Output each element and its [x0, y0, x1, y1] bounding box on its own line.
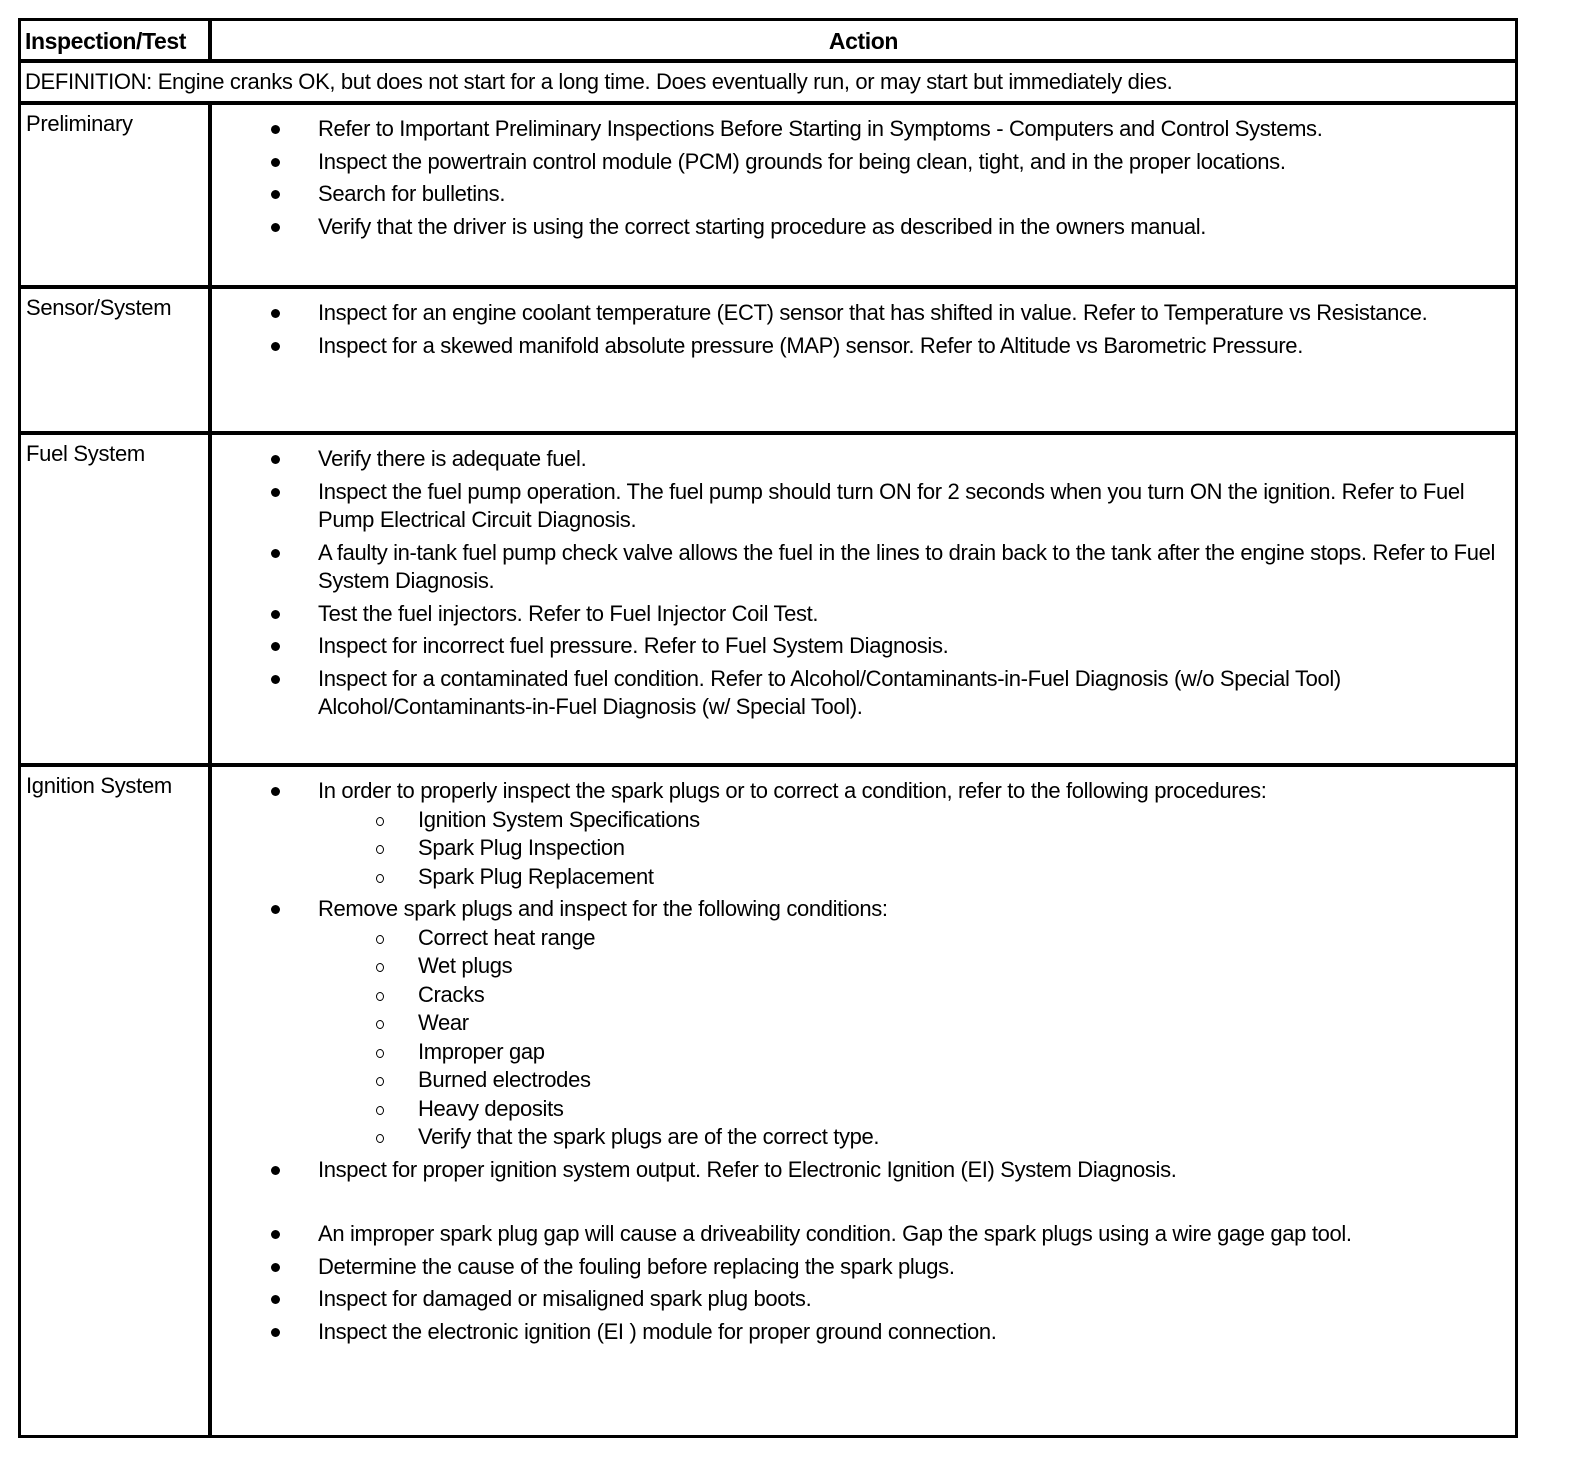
sub-item: Heavy deposits — [318, 1095, 1507, 1124]
category-label-preliminary: Preliminary — [26, 111, 133, 136]
action-item: Inspect for a contaminated fuel condition. Refer to Alcohol/Contaminants-in-Fuel Diagnosis (w/o Special Tool) Alcohol/Contaminants-in-Fuel Diagnosis (w/ Special Tool). — [212, 665, 1507, 722]
procedure-sublist — [318, 806, 1507, 892]
header-action-label: Action — [828, 28, 899, 54]
sub-item: Improper gap — [318, 1038, 1507, 1067]
sub-item: Cracks — [318, 981, 1507, 1010]
sub-item: Burned electrodes — [318, 1066, 1507, 1095]
category-cell — [21, 767, 212, 1435]
action-list — [212, 299, 1507, 364]
hollow-bullet-icon — [376, 1106, 384, 1115]
bullet-icon — [271, 787, 280, 796]
hollow-bullet-icon — [376, 935, 384, 944]
action-item: Search for bulletins. — [212, 180, 1507, 209]
action-item: Remove spark plugs and inspect for the following conditions: Correct heat range Wet plugs Cracks Wear Improper gap Burned electrodes Heavy deposits Verify that the spark plugs are of the correct type. — [212, 895, 1507, 1152]
category-cell — [21, 435, 212, 763]
hollow-bullet-icon — [376, 1049, 384, 1058]
sub-item: Verify that the spark plugs are of the correct type. — [318, 1123, 1507, 1152]
action-item: A faulty in-tank fuel pump check valve allows the fuel in the lines to drain back to the tank after the engine stops. Refer to Fuel System Diagnosis. — [212, 539, 1507, 596]
hollow-bullet-icon — [376, 845, 384, 854]
action-item: Inspect the powertrain control module (PCM) grounds for being clean, tight, and in the proper locations. — [212, 148, 1507, 177]
action-list — [212, 777, 1507, 1350]
bullet-icon — [271, 125, 280, 134]
action-item: An improper spark plug gap will cause a driveability condition. Gap the spark plugs using a wire gage gap tool. — [212, 1220, 1507, 1249]
hollow-bullet-icon — [376, 874, 384, 883]
bullet-icon — [271, 190, 280, 199]
table-row-sensor-system — [21, 289, 1515, 435]
action-item: Determine the cause of the fouling before replacing the spark plugs. — [212, 1253, 1507, 1282]
header-cell-inspection — [21, 21, 212, 59]
bullet-icon — [271, 549, 280, 558]
hollow-bullet-icon — [376, 963, 384, 972]
header-inspection-label: Inspection/Test — [25, 28, 186, 54]
table-row-fuel-system — [21, 435, 1515, 767]
action-item: Inspect the electronic ignition (EI ) module for proper ground connection. — [212, 1318, 1507, 1347]
hollow-bullet-icon — [376, 1077, 384, 1086]
action-item: Inspect the fuel pump operation. The fuel pump should turn ON for 2 seconds when you turn ON the ignition. Refer to Fuel Pump Electrical Circuit Diagnosis. — [212, 478, 1507, 535]
bullet-icon — [271, 1263, 280, 1272]
definition-text: DEFINITION: Engine cranks OK, but does not start for a long time. Does eventually run, or may start but immediately dies. — [25, 69, 1173, 94]
bullet-icon — [271, 642, 280, 651]
category-cell — [21, 289, 212, 431]
category-label-sensor-system: Sensor/System — [26, 295, 172, 320]
action-cell — [212, 435, 1515, 763]
action-item: In order to properly inspect the spark plugs or to correct a condition, refer to the following procedures: Ignition System Specifications Spark Plug Inspection Spark Plug Replacement — [212, 777, 1507, 891]
hollow-bullet-icon — [376, 1134, 384, 1143]
action-item: Refer to Important Preliminary Inspections Before Starting in Symptoms - Computers and Control Systems. — [212, 115, 1507, 144]
bullet-icon — [271, 455, 280, 464]
sub-item: Wet plugs — [318, 952, 1507, 981]
hollow-bullet-icon — [376, 1020, 384, 1029]
bullet-icon — [271, 309, 280, 318]
bullet-icon — [271, 158, 280, 167]
action-item: Inspect for incorrect fuel pressure. Refer to Fuel System Diagnosis. — [212, 632, 1507, 661]
action-item: Inspect for a skewed manifold absolute pressure (MAP) sensor. Refer to Altitude vs Barometric Pressure. — [212, 332, 1507, 361]
action-list — [212, 445, 1507, 726]
action-item: Test the fuel injectors. Refer to Fuel Injector Coil Test. — [212, 600, 1507, 629]
action-item: Verify that the driver is using the correct starting procedure as described in the owners manual. — [212, 213, 1507, 242]
bullet-icon — [271, 342, 280, 351]
bullet-icon — [271, 905, 280, 914]
action-item: Inspect for proper ignition system output. Refer to Electronic Ignition (EI) System Diagnosis. — [212, 1156, 1507, 1185]
sub-item: Spark Plug Inspection — [318, 834, 1507, 863]
condition-sublist — [318, 924, 1507, 1152]
action-cell — [212, 289, 1515, 431]
definition-row — [21, 63, 1515, 105]
hollow-bullet-icon — [376, 992, 384, 1001]
table-row-ignition-system — [21, 767, 1515, 1435]
bullet-icon — [271, 1230, 280, 1239]
sub-item: Spark Plug Replacement — [318, 863, 1507, 892]
table-header-row — [21, 21, 1515, 63]
bullet-icon — [271, 1328, 280, 1337]
bullet-icon — [271, 1166, 280, 1175]
category-cell — [21, 105, 212, 285]
bullet-icon — [271, 1295, 280, 1304]
diagnostic-table — [18, 18, 1518, 1438]
action-cell — [212, 767, 1515, 1435]
category-label-ignition-system: Ignition System — [26, 773, 172, 798]
action-item: Inspect for damaged or misaligned spark plug boots. — [212, 1285, 1507, 1314]
action-item: Inspect for an engine coolant temperature (ECT) sensor that has shifted in value. Refer to Temperature vs Resistance. — [212, 299, 1507, 328]
table-row-preliminary — [21, 105, 1515, 289]
bullet-icon — [271, 675, 280, 684]
hollow-bullet-icon — [376, 817, 384, 826]
bullet-icon — [271, 223, 280, 232]
category-label-fuel-system: Fuel System — [26, 441, 145, 466]
action-cell — [212, 105, 1515, 285]
sub-item: Ignition System Specifications — [318, 806, 1507, 835]
header-cell-action — [212, 21, 1515, 59]
sub-item: Wear — [318, 1009, 1507, 1038]
sub-item: Correct heat range — [318, 924, 1507, 953]
action-item: Verify there is adequate fuel. — [212, 445, 1507, 474]
bullet-icon — [271, 610, 280, 619]
bullet-icon — [271, 488, 280, 497]
action-list — [212, 115, 1507, 245]
